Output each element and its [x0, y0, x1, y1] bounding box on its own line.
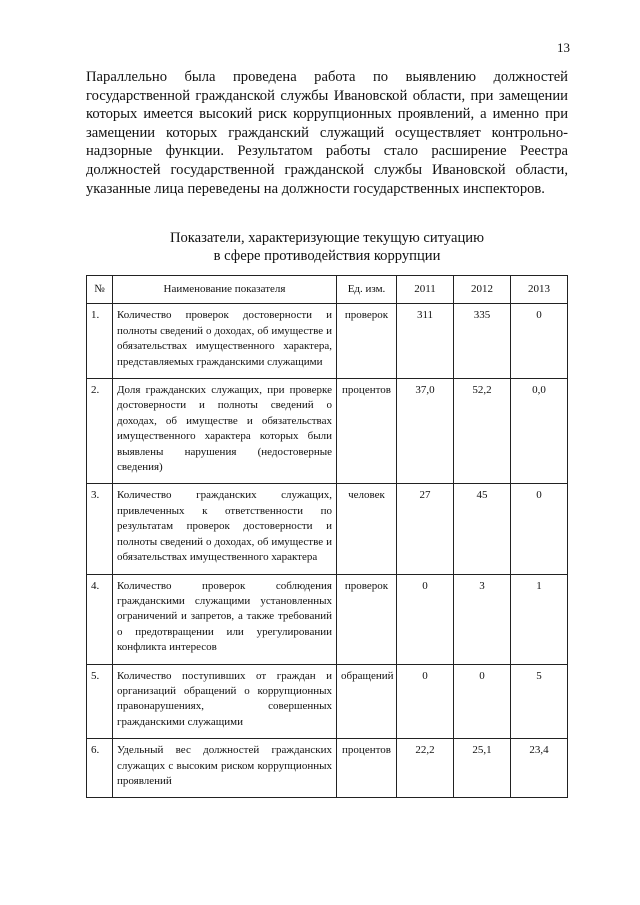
indicator-name: Удельный вес должностей гражданских служащих с высоким риском коррупционных проявлений	[113, 739, 337, 798]
indicator-unit: проверок	[337, 304, 397, 379]
value-2012: 3	[454, 574, 511, 664]
table-row	[87, 304, 568, 379]
intro-paragraph: Параллельно была проведена работа по выявлению должностей государственной гражданской службы Ивановской области, при замещении которых имеется высокий риск коррупционных проявлений, а именно при замещении которых гражданский служащий осуществляет контрольно-надзорные функции. Результатом работы стало расширение Реестра должностей государственной гражданской службы Ивановской области, указанные лица переведены на должности государственных инспекторов.	[86, 69, 568, 197]
row-number: 3.	[87, 484, 113, 574]
table-caption-line-2: в сфере противодействия коррупции	[213, 248, 441, 264]
table-row	[87, 664, 568, 739]
value-2011: 0	[397, 574, 454, 664]
value-2013: 23,4	[511, 739, 568, 798]
table-row	[87, 379, 568, 484]
indicator-name: Количество поступивших от граждан и организаций обращений о коррупционных правонарушениях, совершенных гражданскими служащими	[113, 664, 337, 739]
table-header-row	[87, 276, 568, 304]
indicator-unit: процентов	[337, 379, 397, 484]
indicator-name: Количество гражданских служащих, привлеченных к ответственности по результатам проверок достоверности и полноты сведений о доходах, об имуществе и обязательствах имущественного характера	[113, 484, 337, 574]
value-2013: 5	[511, 664, 568, 739]
header-2011: 2011	[397, 276, 454, 304]
header-num: №	[87, 276, 113, 304]
header-unit: Ед. изм.	[337, 276, 397, 304]
row-number: 4.	[87, 574, 113, 664]
value-2012: 335	[454, 304, 511, 379]
value-2011: 27	[397, 484, 454, 574]
value-2013: 0,0	[511, 379, 568, 484]
indicator-unit: проверок	[337, 574, 397, 664]
indicators-table	[86, 275, 568, 798]
row-number: 1.	[87, 304, 113, 379]
value-2011: 0	[397, 664, 454, 739]
page-number: 13	[557, 40, 570, 55]
row-number: 2.	[87, 379, 113, 484]
table-row	[87, 574, 568, 664]
value-2013: 1	[511, 574, 568, 664]
value-2011: 311	[397, 304, 454, 379]
value-2012: 45	[454, 484, 511, 574]
indicator-name: Количество проверок соблюдения гражданскими служащими установленных ограничений и запретов, а также требований о предотвращении или урегулировании конфликта интересов	[113, 574, 337, 664]
table-row	[87, 739, 568, 798]
value-2012: 0	[454, 664, 511, 739]
table-row	[87, 484, 568, 574]
header-2012: 2012	[454, 276, 511, 304]
row-number: 6.	[87, 739, 113, 798]
indicator-unit: процентов	[337, 739, 397, 798]
value-2011: 22,2	[397, 739, 454, 798]
header-2013: 2013	[511, 276, 568, 304]
value-2011: 37,0	[397, 379, 454, 484]
indicator-unit: человек	[337, 484, 397, 574]
value-2012: 52,2	[454, 379, 511, 484]
indicator-name: Доля гражданских служащих, при проверке достоверности и полноты сведений о доходах, об имуществе и обязательствах имущественного характера которых были выявлены нарушения (недостоверные сведения)	[113, 379, 337, 484]
table-caption	[86, 229, 568, 265]
value-2013: 0	[511, 304, 568, 379]
indicator-name: Количество проверок достоверности и полноты сведений о доходах, об имуществе и обязательствах имущественного характера, представляемых гражданскими служащими	[113, 304, 337, 379]
table-caption-line-1: Показатели, характеризующие текущую ситуацию	[169, 230, 485, 246]
header-name: Наименование показателя	[113, 276, 337, 304]
row-number: 5.	[87, 664, 113, 739]
indicator-unit: обращений	[337, 664, 397, 739]
value-2012: 25,1	[454, 739, 511, 798]
value-2013: 0	[511, 484, 568, 574]
